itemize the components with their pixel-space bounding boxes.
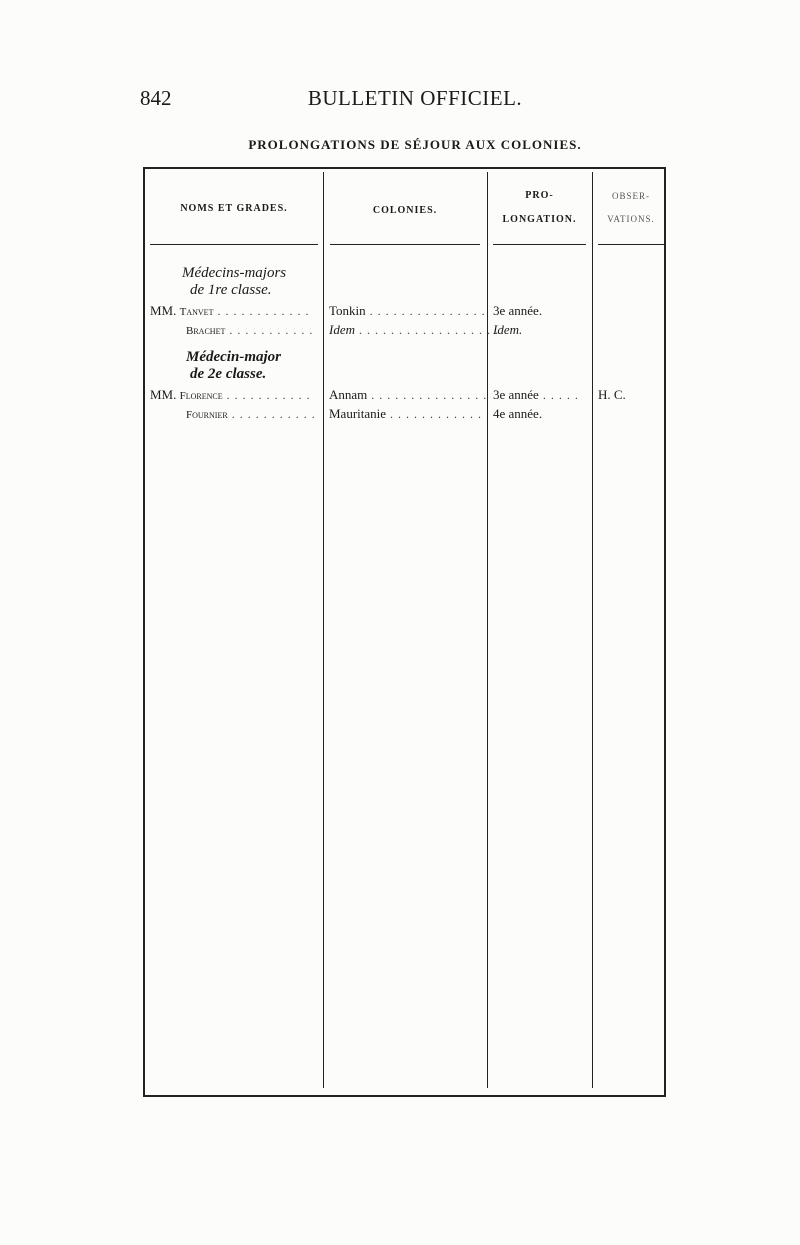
page-number: 842 [140, 86, 172, 110]
prolongation-cell: Idem. [493, 322, 523, 337]
names-cell: Brachet . . . . . . . . . . . [186, 323, 314, 337]
group-heading: de 1re classe. [190, 282, 272, 298]
observation-cell: H. C. [598, 387, 626, 402]
header-rule [330, 244, 480, 245]
column-divider [487, 172, 488, 1088]
prolongation-cell: 4e année. [493, 406, 543, 421]
header-rule [150, 244, 318, 245]
group-heading: de 2e classe. [190, 366, 267, 382]
colony-cell: Idem . . . . . . . . . . . . . . . . . . [329, 322, 499, 337]
column-header-names: NOMS ET GRADES. [180, 203, 288, 214]
names-cell: MM. Tanvet . . . . . . . . . . . . [150, 303, 310, 318]
names-cell: MM. Florence . . . . . . . . . . . [150, 387, 311, 402]
names-cell: Fournier . . . . . . . . . . . [186, 407, 316, 421]
table-title: PROLONGATIONS DE SÉJOUR AUX COLONIES. [248, 137, 582, 152]
column-header-prolongation: PRO- [525, 190, 554, 201]
group-heading: Médecin-major [186, 349, 281, 365]
column-header-observations: VATIONS. [607, 214, 655, 224]
column-divider [592, 172, 593, 1088]
running-head: BULLETIN OFFICIEL. [307, 86, 523, 110]
header-rule [598, 244, 664, 245]
prolongation-cell: 3e année. [493, 303, 543, 318]
colony-cell: Tonkin . . . . . . . . . . . . . . . [329, 303, 486, 318]
group-heading: Médecins-majors [182, 265, 287, 281]
column-divider [323, 172, 324, 1088]
column-header-prolongation: LONGATION. [502, 214, 577, 225]
prolongation-cell: 3e année . . . . . [493, 387, 579, 402]
header-rule [493, 244, 586, 245]
colony-cell: Annam . . . . . . . . . . . . . . . [329, 387, 488, 402]
column-header-colonies: COLONIES. [372, 205, 438, 216]
colony-cell: Mauritanie . . . . . . . . . . . . [329, 406, 483, 421]
column-header-observations: OBSER- [611, 191, 650, 201]
